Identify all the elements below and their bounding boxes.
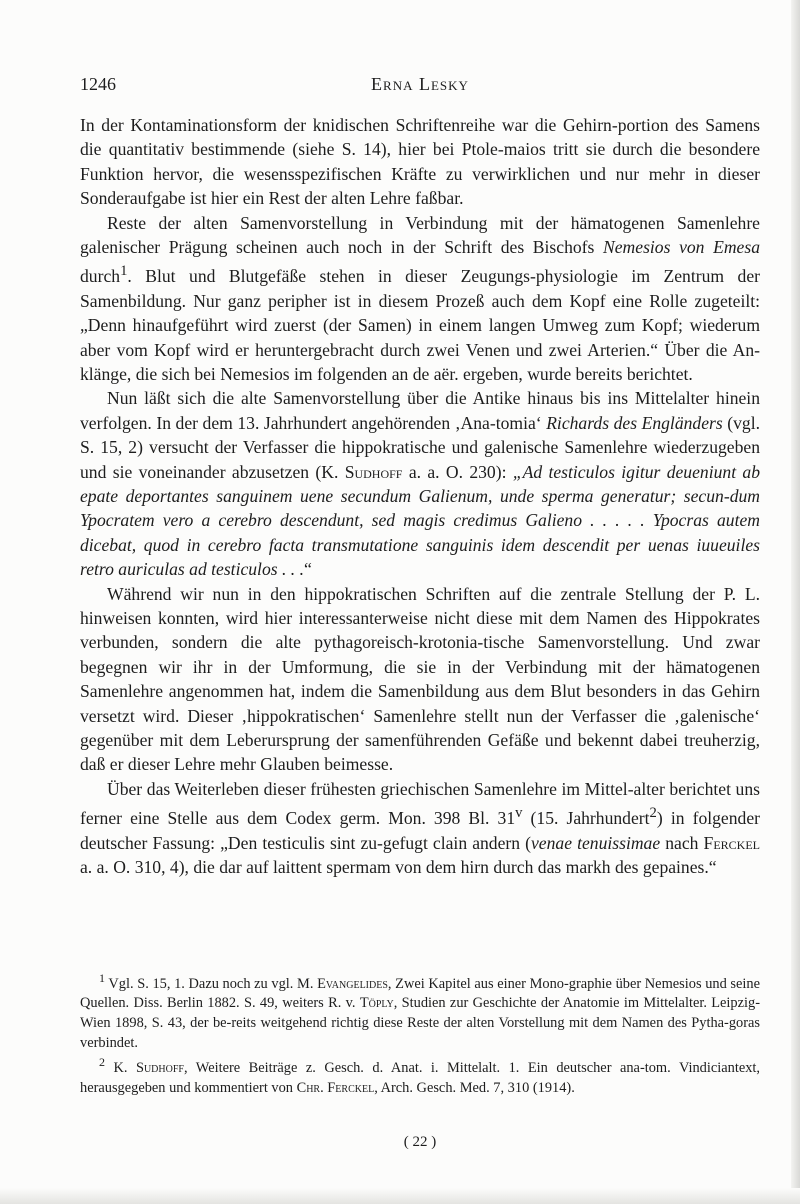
text-run: (15. Jahrhundert <box>522 808 650 829</box>
footnote <box>80 1053 760 1098</box>
page-edge-shadow <box>791 0 800 1204</box>
text-run: In der Kontaminationsform der knidischen Schriftenreihe war die Gehirn-portion des Samens die quantitativ bestimmende (siehe S. 14), hier bei Ptole-maios tritt sie durch die besondere Funktion hervor, die wesensspezifischen Kräfte zu verwirklichen und nur mehr in dieser Sonderaufgabe ist hier ein Rest der alten Lehre faßbar. <box>80 115 760 209</box>
paragraph <box>80 777 760 879</box>
text-run: , Zwei Kapitel aus einer Mono-graphie über Nemesios und seine Quellen. Diss. Berlin 1882. S. 49, weiters R. v. <box>80 975 760 1012</box>
italic-text: venae tenuissimae <box>531 832 661 853</box>
footnote <box>80 969 760 1053</box>
italic-text: Nemesios von Emesa <box>603 237 761 258</box>
footnote-marker: 2 <box>649 805 657 822</box>
page-footer-marker: ( 22 ) <box>403 1134 437 1150</box>
paragraph <box>80 582 760 777</box>
text-run: durch <box>80 266 121 287</box>
footnote-marker: 1 <box>120 263 128 280</box>
text-run: Reste der alten Samenvorstellung in Verbindung mit der hämatogenen Samenlehre galenischer Prägung scheinen auch noch in der Schrift des Bischofs <box>80 212 760 258</box>
text-run: , Weitere Beiträge z. Gesch. d. Anat. i. Mittelalt. 1. Ein deutscher ana-tom. Vindiciantext, herausgegeben und kommentiert von <box>80 1059 760 1096</box>
running-head-author: Erna Lesky <box>371 74 469 94</box>
footnote-marker: v <box>515 805 523 822</box>
text-run: a. a. O. 230): <box>402 461 513 482</box>
footnote-marker: 2 <box>99 1055 105 1070</box>
text-run: ) in folgender deutscher Fassung: „Den testiculis sint zu-gefugt clain andern ( <box>80 808 761 853</box>
page-bottom-shadow <box>0 1188 800 1204</box>
author-name: Töply <box>359 995 394 1012</box>
author-name: Ferckel <box>703 832 760 853</box>
author-name: Sudhoff <box>135 1059 184 1076</box>
italic-text: „Ad testiculos igitur deueniunt ab epate deportantes sanguinem uene secundum Galienum, unde sperma generatur; secun-dum Ypocratem vero a cerebro descendunt, sed magis credimus Galieno . . . . . Ypocras autem dicebat, quod in cerebro facta transmutatione sanguinis idem descendit per uenas iuueuiles retro auriculas ad testiculos . . . <box>80 461 761 580</box>
text-run: K. <box>105 1059 136 1076</box>
author-name: Sudhoff <box>344 461 403 482</box>
footnote-marker: 1 <box>99 971 105 985</box>
text-run: Vgl. S. 15, 1. Dazu noch zu vgl. M. <box>105 975 318 992</box>
text-run: , Studien zur Geschichte der Anatomie im Mittelalter. Leipzig-Wien 1898, S. 43, der be-reits weitgehend richtig diese Reste der alten Vorstellung mit dem Namen des Pytha-goras verbindet. <box>80 995 760 1051</box>
text-run: “ <box>304 559 312 580</box>
author-name: Evangelides <box>317 975 388 992</box>
text-run: Nun läßt sich die alte Samenvorstellung über die Antike hinaus bis ins Mittelalter hinein verfolgen. In der dem 13. Jahrhundert angehörenden ‚Ana-tomia‘ <box>80 388 760 433</box>
text-run: Über das Weiterleben dieser frühesten griechischen Samenlehre im Mittel-alter berichtet uns ferner eine Stelle aus dem Codex germ. Mon. 398 Bl. 31 <box>80 778 760 829</box>
text-run: . Blut und Blutgefäße stehen in dieser Zeugungs-physiologie im Zentrum der Samenbildung. Nur ganz peripher ist in diesem Prozeß auch dem Kopf eine Rolle zugeteilt: „Denn hinaufgeführt wird zuerst (der Samen) in einem langen Umweg zum Kopf; wiederum aber vom Kopf wird er heruntergebracht durch zwei Venen und zwei Arterien.“ Über die An-klänge, die sich bei Nemesios im folgenden an de aër. ergeben, wurde bereits berichtet. <box>80 266 760 384</box>
paragraph <box>80 211 760 387</box>
text-run: (vgl. S. 15, 2) versucht der Verfasser die hippokratische und galenische Samenlehre wiederzugeben und sie voneinander abzusetzen (K. <box>80 412 760 482</box>
paragraph <box>80 113 760 211</box>
page-header <box>80 74 760 98</box>
paragraph <box>80 386 760 581</box>
text-run: Während wir nun in den hippokratischen Schriften auf die zentrale Stellung der P. L. hinweisen konnten, wird hier interessanterweise nicht diese mit dem Namen des Hippokrates verbunden, sondern die alte pythagoreisch-krotonia-tische Samenvorstellung. Und zwar begegnen wir ihr in der Umformung, die sie in der Verbindung mit der hämatogenen Samenlehre angenommen hat, indem die Samenbildung aus dem Blut besonders in das Gehirn versetzt wird. Dieser ‚hippokratischen‘ Samenlehre stellt nun der Verfasser die ‚galenische‘ gegenüber mit dem Leberursprung der samenführenden Gefäße und bekennt dabei treuherzig, daß er dieser Lehre mehr Glauben beimesse. <box>80 583 760 775</box>
text-run: a. a. O. 310, 4), die dar auf laittent spermam von dem hirn durch das markh des gepaines.“ <box>80 856 717 877</box>
text-run: nach <box>660 832 704 853</box>
author-name: Chr. Ferckel <box>296 1079 375 1096</box>
page-number: 1246 <box>80 74 116 94</box>
text-run: , Arch. Gesch. Med. 7, 310 (1914). <box>374 1079 575 1096</box>
footnotes <box>80 969 760 1098</box>
body-text <box>80 113 760 879</box>
italic-text: Richards des Engländers <box>546 412 723 433</box>
